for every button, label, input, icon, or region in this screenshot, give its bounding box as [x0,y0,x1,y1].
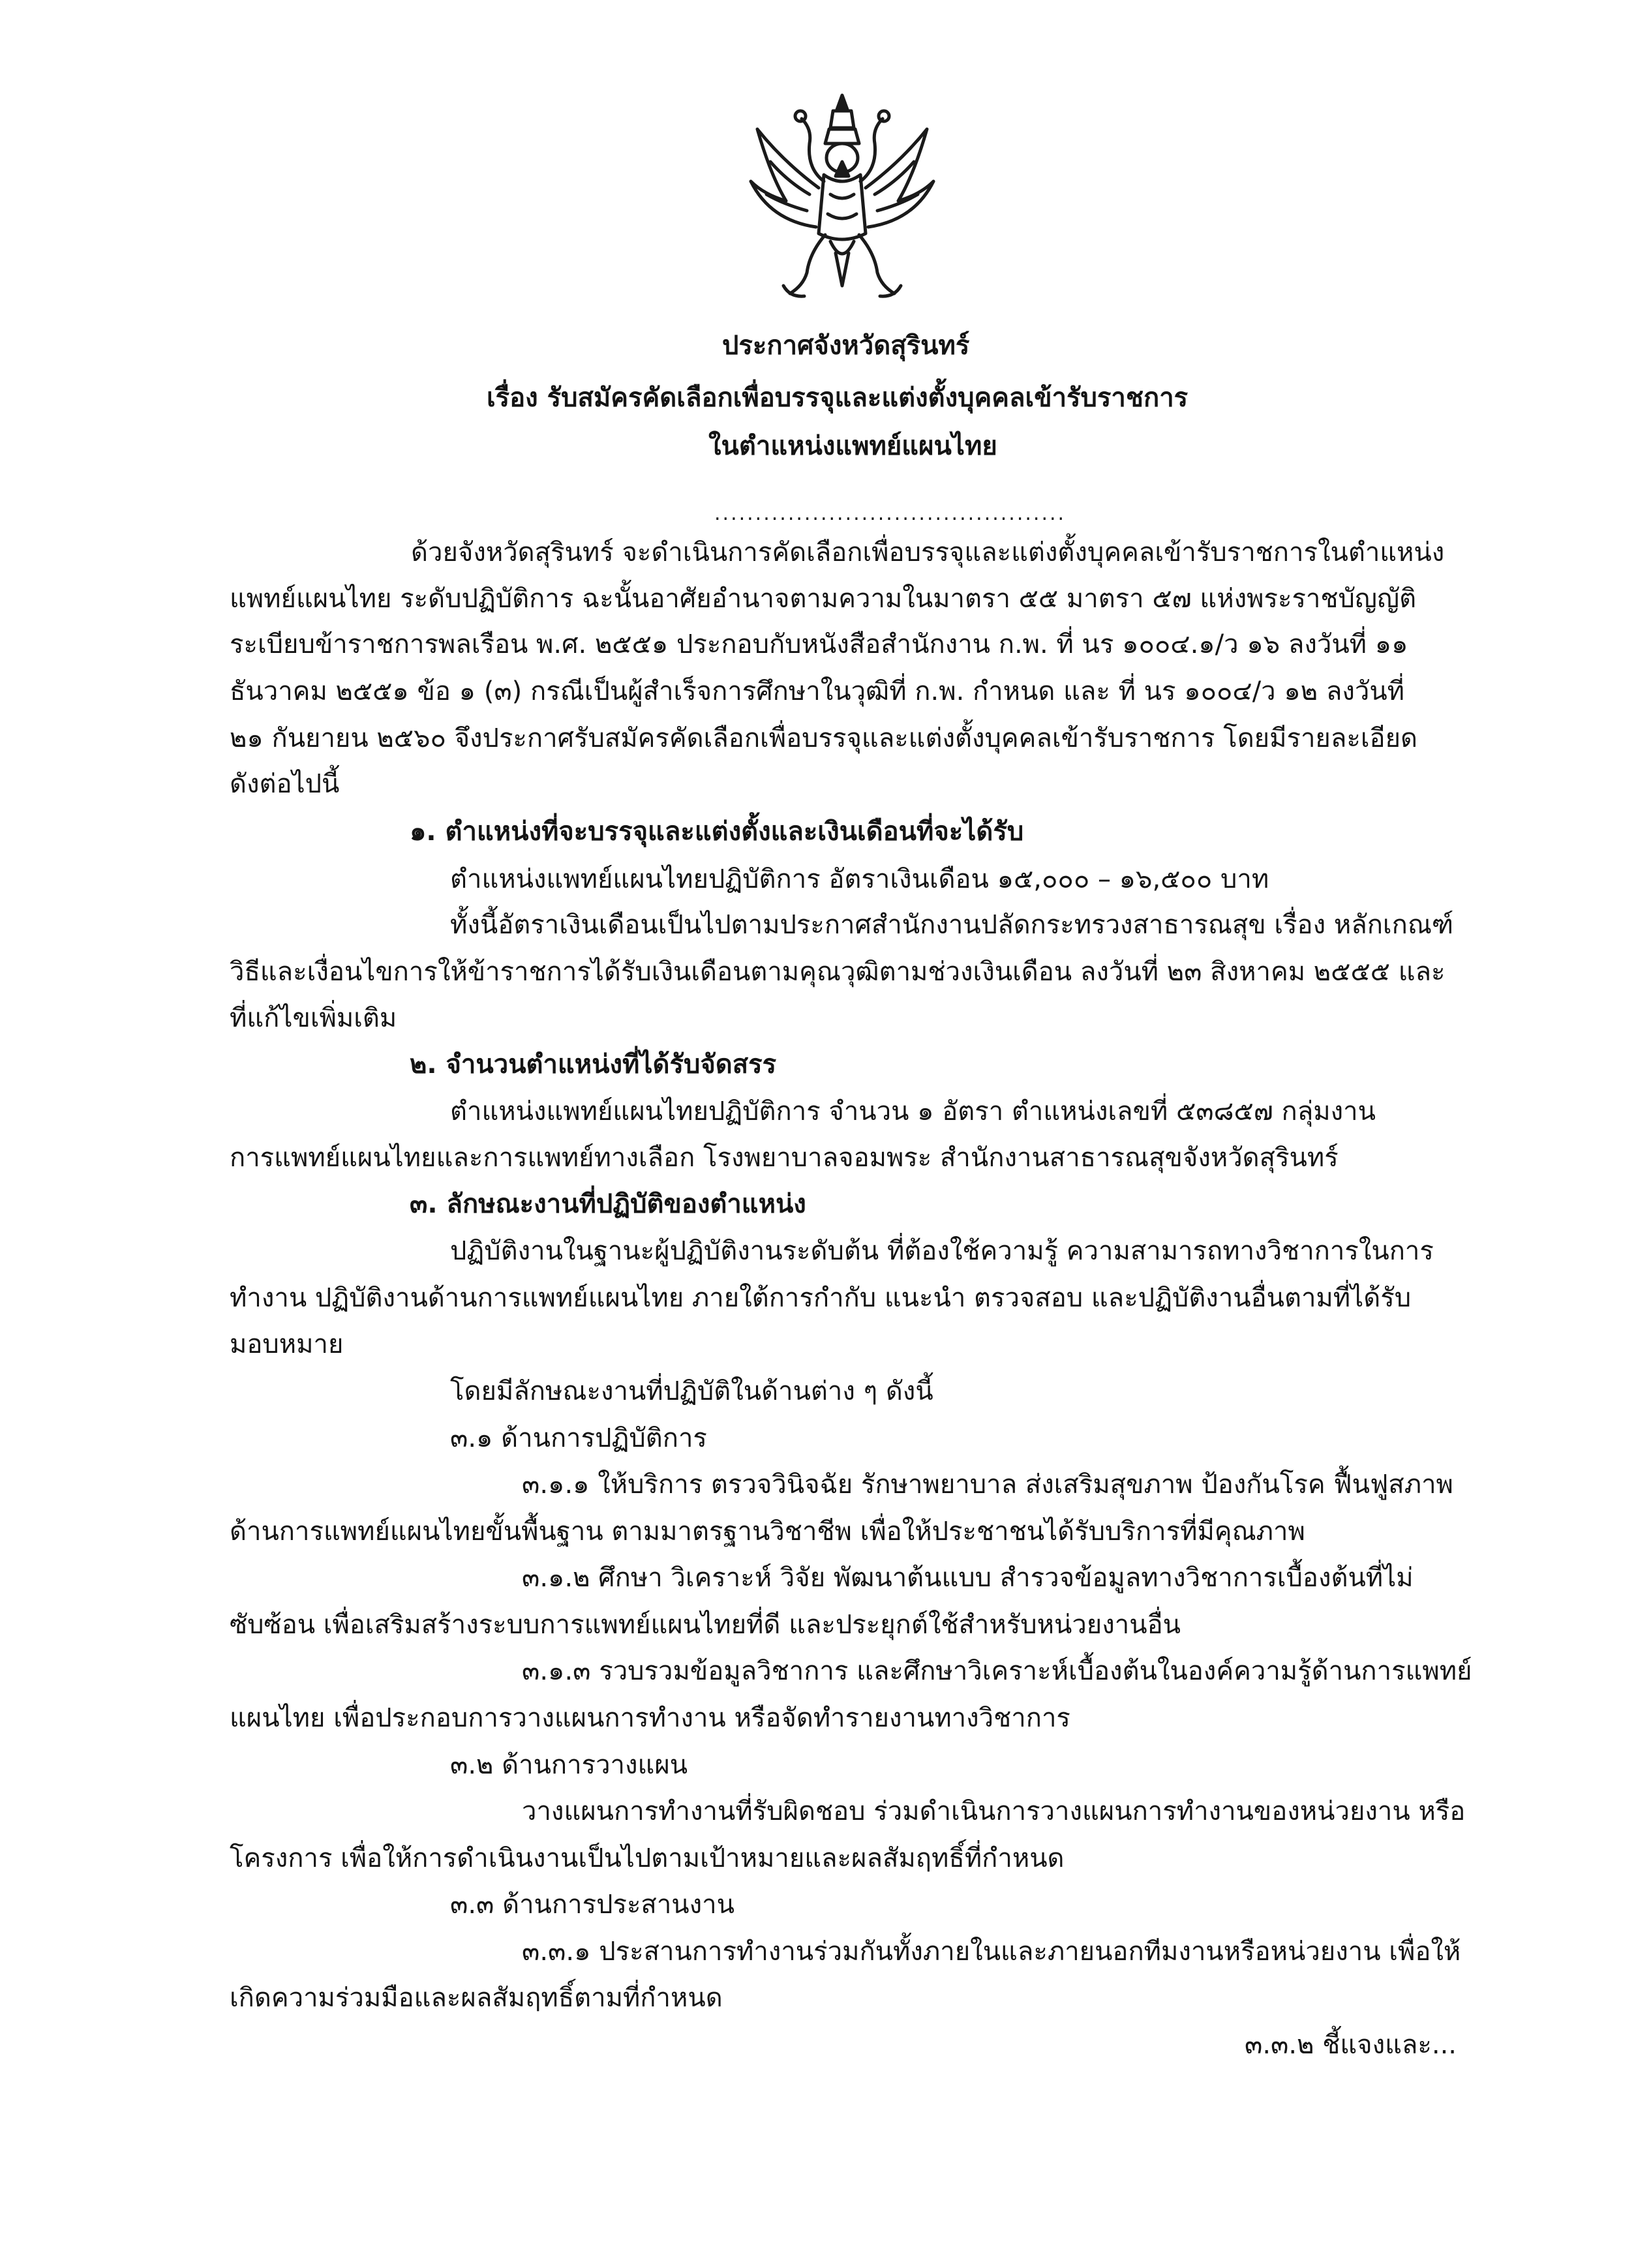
section2-line: การแพทย์แผนไทยและการแพทย์ทางเลือก โรงพยาบาลจอมพระ สำนักงานสาธารณสุขจังหวัดสุรินทร์ [230,1143,1339,1173]
section2-line: ตำแหน่งแพทย์แผนไทยปฏิบัติการ จำนวน ๑ อัตรา ตำแหน่งเลขที่ ๕๓๘๕๗ กลุ่มงาน [450,1096,1376,1126]
section1-line: วิธีและเงื่อนไขการให้ข้าราชการได้รับเงินเดือนตามคุณวุฒิตามช่วงเงินเดือน ลงวันที่ ๒๓ สิงหาคม ๒๕๕๕ และ [230,957,1446,987]
page-continuation: ๓.๓.๒ ชี้แจงและ... [1245,2030,1457,2060]
section3-line: ๓.๓.๑ ประสานการทำงานร่วมกันทั้งภายในและภายนอกทีมงานหรือหน่วยงาน เพื่อให้ [522,1937,1461,1967]
section3-line: โครงการ เพื่อให้การดำเนินงานเป็นไปตามเป้าหมายและผลสัมฤทธิ์ที่กำหนด [230,1843,1065,1873]
subsection-heading: ๓.๒ ด้านการวางแผน [450,1750,688,1780]
section3-line: ปฏิบัติงานในฐานะผู้ปฏิบัติงานระดับต้น ที่ต้องใช้ความรู้ ความสามารถทางวิชาการในการ [450,1236,1434,1266]
section3-line: ๓.๑.๒ ศึกษา วิเคราะห์ วิจัย พัฒนาต้นแบบ สำรวจข้อมูลทางวิชาการเบื้องต้นที่ไม่ [522,1563,1414,1593]
announcement-subject: เรื่อง รับสมัครคัดเลือกเพื่อบรรจุและแต่งตั้งบุคคลเข้ารับราชการ [487,383,1189,413]
subsection-heading: ๓.๓ ด้านการประสานงาน [450,1890,735,1920]
section3-line: ๓.๑.๓ รวบรวมข้อมูลวิชาการ และศึกษาวิเคราะห์เบื้องต้นในองค์ความรู้ด้านการแพทย์ [522,1656,1472,1686]
section3-line: เกิดความร่วมมือและผลสัมฤทธิ์ตามที่กำหนด [230,1983,723,2013]
section3-line: ทำงาน ปฏิบัติงานด้านการแพทย์แผนไทย ภายใต้การกำกับ แนะนำ ตรวจสอบ และปฏิบัติงานอื่นตามที่ได้รับ [230,1283,1412,1313]
section3-line: มอบหมาย [230,1329,344,1359]
section2-heading: ๒. จำนวนตำแหน่งที่ได้รับจัดสรร [410,1050,777,1080]
subsection-heading: ๓.๑ ด้านการปฏิบัติการ [450,1423,707,1453]
intro-line: ดังต่อไปนี้ [230,769,340,799]
intro-line: ๒๑ กันยายน ๒๕๖๐ จึงประกาศรับสมัครคัดเลือกเพื่อบรรจุและแต่งตั้งบุคคลเข้ารับราชการ โดยมีรายละเอียด [230,723,1417,753]
announcement-title: ประกาศจังหวัดสุรินทร์ [722,331,970,361]
section1-heading: ๑. ตำแหน่งที่จะบรรจุและแต่งตั้งและเงินเดือนที่จะได้รับ [410,817,1024,847]
section3-line: โดยมีลักษณะงานที่ปฏิบัติในด้านต่าง ๆ ดังนี้ [450,1376,933,1406]
section1-line: ทั้งนี้อัตราเงินเดือนเป็นไปตามประกาศสำนักงานปลัดกระทรวงสาธารณสุข เรื่อง หลักเกณฑ์ [450,910,1454,940]
section1-line: ที่แก้ไขเพิ่มเติม [230,1003,397,1033]
section3-heading: ๓. ลักษณะงานที่ปฏิบัติของตำแหน่ง [410,1189,806,1219]
intro-line: ระเบียบข้าราชการพลเรือน พ.ศ. ๒๕๕๑ ประกอบกับหนังสือสำนักงาน ก.พ. ที่ นร ๑๐๐๔.๑/ว ๑๖ ลงวันที่ ๑๑ [230,629,1408,659]
intro-line: แพทย์แผนไทย ระดับปฏิบัติการ ฉะนั้นอาศัยอำนาจตามความในมาตรา ๕๕ มาตรา ๕๗ แห่งพระราชบัญญัติ [230,584,1417,614]
section3-line: วางแผนการทำงานที่รับผิดชอบ ร่วมดำเนินการวางแผนการทำงานของหน่วยงาน หรือ [522,1796,1466,1826]
announcement-position: ในตำแหน่งแพทย์แผนไทย [708,431,997,461]
section1-line: ตำแหน่งแพทย์แผนไทยปฏิบัติการ อัตราเงินเดือน ๑๕,๐๐๐ – ๑๖,๕๐๐ บาท [450,864,1269,894]
section3-line: ซับซ้อน เพื่อเสริมสร้างระบบการแพทย์แผนไทยที่ดี และประยุกต์ใช้สำหรับหน่วยงานอื่น [230,1610,1181,1640]
section3-line: ด้านการแพทย์แผนไทยขั้นพื้นฐาน ตามมาตรฐานวิชาชีพ เพื่อให้ประชาชนได้รับบริการที่มีคุณภาพ [230,1517,1305,1547]
intro-line: ด้วยจังหวัดสุรินทร์ จะดำเนินการคัดเลือกเพื่อบรรจุและแต่งตั้งบุคคลเข้ารับราชการในตำแหน่ง [411,537,1445,567]
garuda-emblem-icon [744,90,940,309]
section3-line: แผนไทย เพื่อประกอบการวางแผนการทำงาน หรือจัดทำรายงานทางวิชาการ [230,1703,1070,1733]
header-separator: ........................................... [714,502,1067,525]
section3-line: ๓.๑.๑ ให้บริการ ตรวจวินิจฉัย รักษาพยาบาล ส่งเสริมสุขภาพ ป้องกันโรค ฟื้นฟูสภาพ [522,1470,1453,1500]
intro-line: ธันวาคม ๒๕๕๑ ข้อ ๑ (๓) กรณีเป็นผู้สำเร็จการศึกษาในวุฒิที่ ก.พ. กำหนด และ ที่ นร ๑๐๐๔/ว ๑๒ ลงวันที่ [230,676,1405,706]
